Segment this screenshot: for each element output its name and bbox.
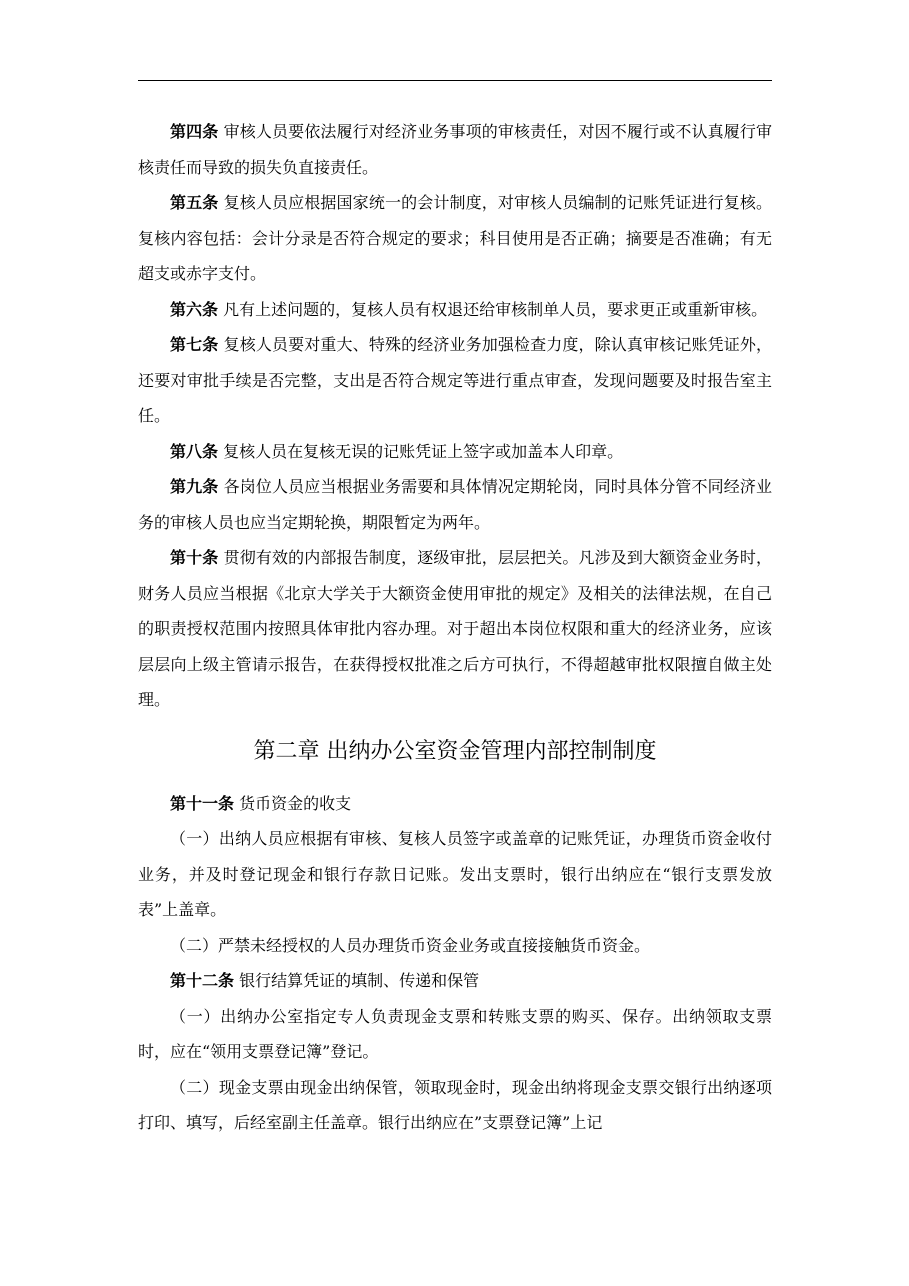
article-label: 第九条 xyxy=(170,477,219,496)
article-8 xyxy=(138,434,772,470)
article-4 xyxy=(138,114,772,185)
article-10 xyxy=(138,540,772,718)
article-text: 银行结算凭证的填制、传递和保管 xyxy=(234,971,480,990)
article-text: 复核人员要对重大、特殊的经济业务加强检查力度，除认真审核记账凭证外，还要对审批手续是否完整，支出是否符合规定等进行重点审查，发现问题要及时报告室主任。 xyxy=(138,335,772,425)
article-5 xyxy=(138,185,772,292)
article-label: 第八条 xyxy=(170,441,219,461)
document-body xyxy=(138,114,772,1141)
clause-text: （一）出纳人员应根据有审核、复核人员签字或盖章的记账凭证，办理货币资金收付业务，并及时登记现金和银行存款日记账。发出支票时，银行出纳应在“银行支票发放表”上盖章。 xyxy=(138,829,772,919)
article-text: 凡有上述问题的，复核人员有权退还给审核制单人员，要求更正或重新审核。 xyxy=(218,299,768,319)
article-label: 第六条 xyxy=(170,299,219,319)
article-label: 第四条 xyxy=(170,122,219,141)
article-text: 贯彻有效的内部报告制度，逐级审批，层层把关。凡涉及到大额资金业务时，财务人员应当根据《北京大学关于大额资金使用审批的规定》及相关的法律法规，在自己的职责授权范围内按照具体审批内容办理。对于超出本岗位权限和重大的经济业务，应该层层向上级主管请示报告，在获得授权批准之后方可执行，不得超越审批权限擅自做主处理。 xyxy=(138,548,772,709)
clause-12-1 xyxy=(138,999,772,1070)
clause-11-2 xyxy=(138,928,772,964)
article-text: 审核人员要依法履行对经济业务事项的审核责任，对因不履行或不认真履行审核责任而导致的损失负直接责任。 xyxy=(138,122,772,177)
article-12 xyxy=(138,963,772,999)
clause-12-2 xyxy=(138,1070,772,1141)
article-label: 第十条 xyxy=(170,548,219,567)
article-text: 货币资金的收支 xyxy=(234,793,352,813)
article-label: 第十一条 xyxy=(170,793,235,813)
clause-text: （二）严禁未经授权的人员办理货币资金业务或直接接触货币资金。 xyxy=(170,935,651,955)
article-9 xyxy=(138,469,772,540)
article-text: 复核人员应根据国家统一的会计制度，对审核人员编制的记账凭证进行复核。复核内容包括：会计分录是否符合规定的要求；科目使用是否正确；摘要是否准确；有无超支或赤字支付。 xyxy=(138,193,772,283)
article-11 xyxy=(138,786,772,822)
header-rule xyxy=(138,80,772,81)
clause-text: （二）现金支票由现金出纳保管，领取现金时，现金出纳将现金支票交银行出纳逐项打印、填写，后经室副主任盖章。银行出纳应在”支票登记簿”上记 xyxy=(138,1077,772,1132)
article-label: 第七条 xyxy=(170,335,219,354)
article-label: 第十二条 xyxy=(170,971,235,990)
clause-11-1 xyxy=(138,821,772,928)
chapter-title: 第二章 出纳办公室资金管理内部控制制度 xyxy=(253,738,657,764)
article-6 xyxy=(138,292,772,328)
article-7 xyxy=(138,327,772,434)
article-label: 第五条 xyxy=(170,193,219,212)
article-text: 各岗位人员应当根据业务需要和具体情况定期轮岗，同时具体分管不同经济业务的审核人员也应当定期轮换，期限暂定为两年。 xyxy=(138,477,772,532)
clause-text: （一）出纳办公室指定专人负责现金支票和转账支票的购买、保存。出纳领取支票时，应在“领用支票登记簿”登记。 xyxy=(138,1006,772,1061)
article-text: 复核人员在复核无误的记账凭证上签字或加盖本人印章。 xyxy=(218,441,624,461)
